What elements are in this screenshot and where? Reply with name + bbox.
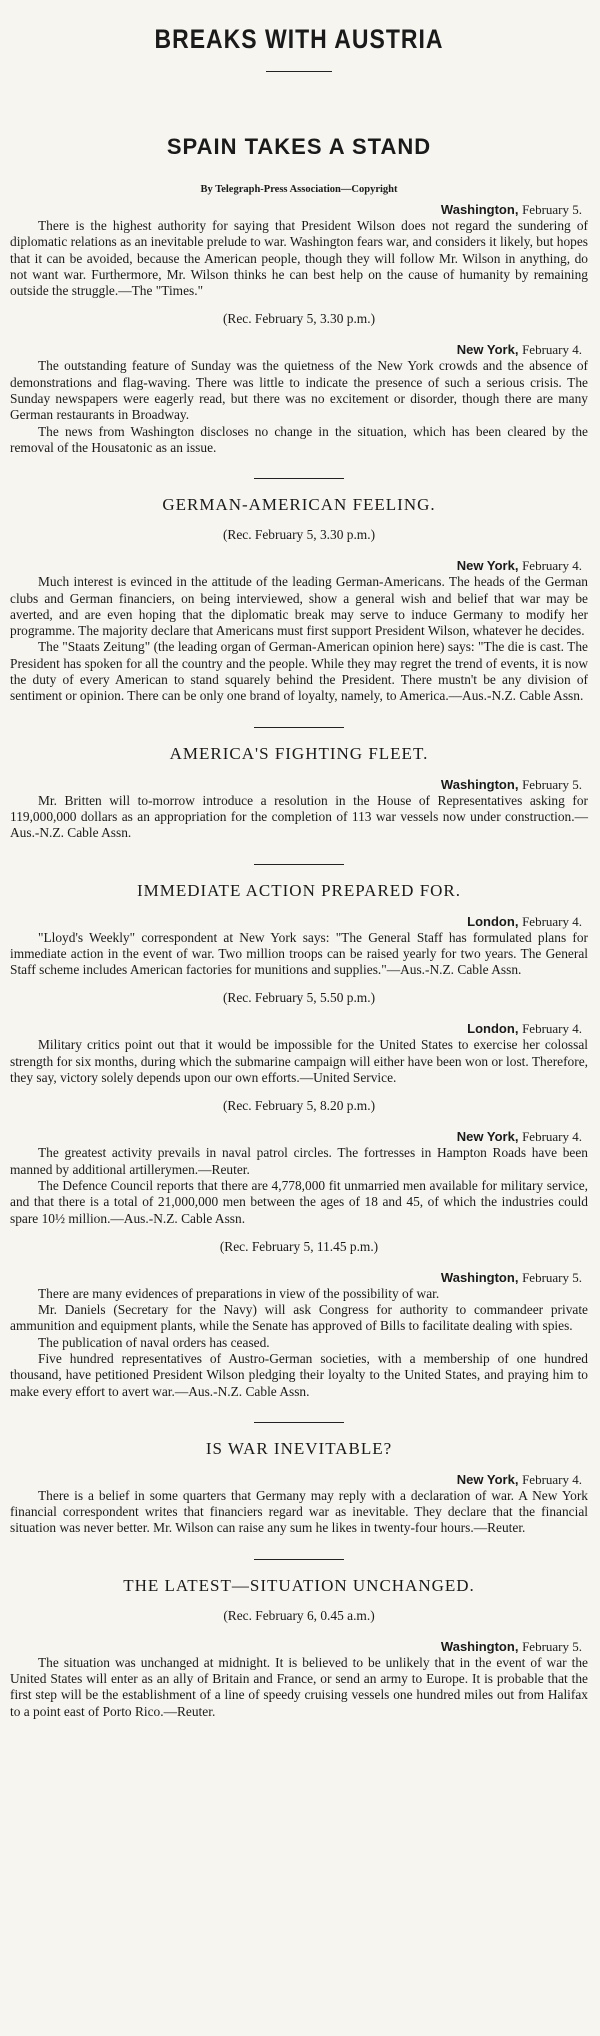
article-section (10, 1422, 588, 1537)
body-paragraph: The "Staats Zeitung" (the leading organ of German-American opinion here) says: "The die is cast. The President has spoken for all the country and the people. While they may regret the trend of events, it is now the duty of every American to stand squarely behind the President. There mustn't be any division of sentiment or opinion. There can be only one brand of loyalty, namely, to America.—Aus.-N.Z. Cable Assn. (10, 639, 588, 704)
article-section (10, 864, 588, 1400)
body-paragraph: Five hundred representatives of Austro-German societies, with a membership of one hundred thousand, have petitioned President Wilson pledging their loyalty to the United States, and praying him to make every effort to avert war.—Aus.-N.Z. Cable Assn. (10, 1350, 588, 1399)
dateline-date: February 5. (522, 776, 582, 792)
dateline (10, 201, 582, 218)
article-section (10, 1559, 588, 1720)
section-heading: IS WAR INEVITABLE? (205, 1438, 393, 1458)
dateline (10, 557, 582, 574)
body-paragraph: There is the highest authority for saying that President Wilson does not regard the sundering of diplomatic relations as an inevitable prelude to war. Washington fears war, and considers it likely, but hopes that it can be avoided, because the American people, though they will follow Mr. Wilson in anything, do not want war. Furthermore, Mr. Wilson thinks he can best help on the cause of humanity by remaining outside the struggle.—The "Times." (10, 218, 588, 299)
article-body (10, 201, 588, 1720)
dateline-place: London, (467, 1021, 519, 1037)
dateline (10, 913, 582, 930)
body-paragraph: There are many evidences of preparations in view of the possibility of war. (38, 1285, 440, 1301)
headline-divider (266, 71, 332, 72)
section-divider (254, 727, 344, 728)
dateline-date: February 4. (522, 342, 582, 358)
dateline-place: Washington, (440, 202, 519, 217)
byline: By Telegraph-Press Association—Copyright (200, 184, 398, 195)
body-paragraph: Much interest is evinced in the attitude of the leading German-Americans. The heads of the German clubs and German financiers, on being interviewed, show a general wish and belief that war may be averted, and are even hoping that the diplomatic break may serve to induce Germany to modify her programme. The majority declare that Americans must first support President Wilson, whatever he decides. (10, 574, 588, 639)
body-paragraph: The Defence Council reports that there are 4,778,000 fit unmarried men available for military service, and that there is a total of 21,000,000 men between the ages of 18 and 45, of which the industries could spare 10½ million.—Aus.-N.Z. Cable Assn. (10, 1177, 588, 1226)
dateline-date: February 4. (522, 913, 582, 929)
dateline (10, 1638, 582, 1655)
body-paragraph: Mr. Britten will to-morrow introduce a resolution in the House of Representatives asking for 119,000,000 dollars as an appropriation for the completion of 113 war vessels now under construction.—Aus.-N.Z. Cable Assn. (10, 792, 588, 841)
main-headline: BREAKS WITH AUSTRIA (154, 23, 444, 54)
dateline (10, 1128, 582, 1145)
received-time: (Rec. February 5, 3.30 p.m.) (222, 527, 376, 543)
body-paragraph: There is a belief in some quarters that Germany may reply with a declaration of war. A New York financial correspondent writes that financiers regard war as inevitable. They declare that the financial situation was never better. Mr. Wilson can raise any sum he likes in twenty-four hours.—Reuter. (10, 1487, 588, 1536)
received-time: (Rec. February 6, 0.45 a.m.) (223, 1607, 375, 1623)
body-paragraph: The greatest activity prevails in naval patrol circles. The fortresses in Hampton Roads have been manned by additional artillerymen.—Reuter. (10, 1145, 588, 1177)
body-paragraph: "Lloyd's Weekly" correspondent at New York says: "The General Staff has formulated plans for immediate action in the event of war. Two million troops can be raised yearly for two years. The General Staff scheme includes American factories for munitions and supplies."—Aus.-N.Z. Cable Assn. (10, 929, 588, 978)
dateline-place: Washington, (440, 1638, 519, 1654)
article-section (10, 201, 588, 456)
section-divider (254, 478, 344, 479)
dateline-date: February 5. (522, 1269, 582, 1285)
article-section (10, 727, 588, 842)
dateline-place: New York, (456, 558, 519, 574)
body-paragraph: The outstanding feature of Sunday was the quietness of the New York crowds and the absence of demonstrations and flag-waving. There was little to indicate the presence of such a serious crisis. The Sunday newspapers were eagerly read, but there was no excitement or disorder, though there are many German restaurants in Broadway. (10, 358, 588, 423)
section-divider (254, 1422, 344, 1423)
received-time: (Rec. February 5, 11.45 p.m.) (219, 1238, 379, 1254)
article-section (10, 478, 588, 704)
dateline-date: February 4. (522, 558, 582, 574)
dateline-place: London, (467, 913, 519, 929)
section-divider (254, 1559, 344, 1560)
dateline (10, 341, 582, 358)
dateline-place: New York, (456, 1471, 519, 1487)
section-divider (254, 864, 344, 865)
dateline-place: New York, (456, 342, 519, 358)
section-heading: AMERICA'S FIGHTING FLEET. (169, 743, 429, 763)
dateline (10, 776, 582, 793)
body-paragraph: Military critics point out that it would be impossible for the United States to exercise her colossal strength for six months, during which the submarine campaign will either have been won or lost. Therefore, they say, victory solely depends upon our own efforts.—United Service. (10, 1037, 588, 1086)
body-paragraph: The publication of naval orders has ceased. (38, 1334, 270, 1350)
body-paragraph: The situation was unchanged at midnight. It is believed to be unlikely that in the event of war the United States will enter as an ally of Britain and France, or send an army to Europe. It is probable that the first step will be the establishment of a line of speedy cruising vessels one hundred miles out from Halifax to a point east of Porto Rico.—Reuter. (10, 1654, 588, 1719)
dateline (10, 1471, 582, 1488)
dateline (10, 1269, 582, 1286)
dateline-date: February 5. (522, 1638, 582, 1654)
section-heading: IMMEDIATE ACTION PREPARED FOR. (136, 880, 462, 900)
dateline-date: February 4. (522, 1021, 582, 1037)
dateline-place: Washington, (440, 776, 519, 792)
received-time: (Rec. February 5, 3.30 p.m.) (222, 311, 376, 327)
received-time: (Rec. February 5, 5.50 p.m.) (222, 990, 376, 1006)
section-heading: THE LATEST—SITUATION UNCHANGED. (123, 1575, 475, 1595)
section-heading: GERMAN-AMERICAN FEELING. (162, 495, 436, 515)
dateline-date: February 5. (522, 202, 582, 217)
dateline (10, 1020, 582, 1037)
received-time: (Rec. February 5, 8.20 p.m.) (222, 1098, 376, 1114)
body-paragraph: Mr. Daniels (Secretary for the Navy) will ask Congress for authority to commandeer private ammunition and equipment plants, while the Senate has approved of Bills to facilitate dealing with spies. (10, 1302, 588, 1334)
sub-headline: SPAIN TAKES A STAND (166, 134, 432, 159)
dateline-date: February 4. (522, 1129, 582, 1145)
dateline-place: New York, (456, 1129, 519, 1145)
dateline-place: Washington, (440, 1269, 519, 1285)
body-paragraph: The news from Washington discloses no change in the situation, which has been cleared by the removal of the Housatonic as an issue. (10, 423, 588, 455)
dateline-date: February 4. (522, 1471, 582, 1487)
